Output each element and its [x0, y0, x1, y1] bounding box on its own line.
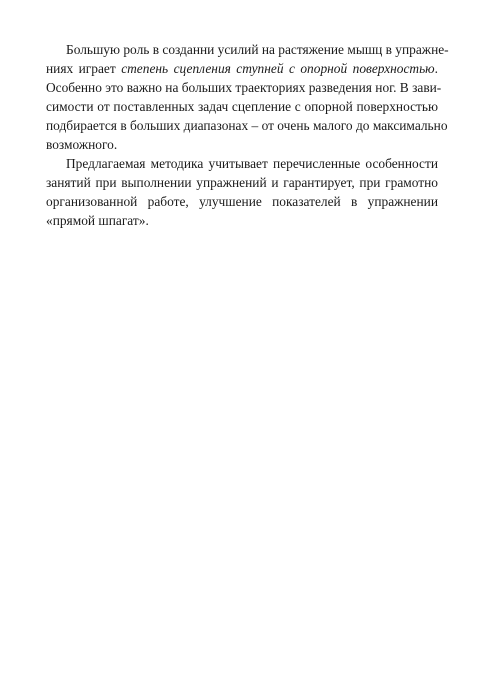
- paragraph-1: [46, 40, 449, 154]
- text-line: [46, 192, 438, 211]
- text-run: возможного.: [46, 137, 118, 152]
- paragraph-2: [46, 154, 438, 230]
- text-run: Большую роль в созданни усилий на растяжение мышц в упражне-: [66, 42, 449, 57]
- text-line: [46, 78, 442, 97]
- text-line: [46, 135, 438, 154]
- body-text: [46, 40, 449, 230]
- text-line: [46, 154, 438, 173]
- text-run: «прямой шпагат».: [46, 213, 149, 228]
- text-line: [46, 97, 438, 116]
- text-run: ниях играет: [46, 61, 122, 76]
- text-run: Предлагаемая методика учитывает перечисленные особенности: [66, 156, 438, 171]
- text-run: занятий при выполнении упражнений и гарантирует, при грамотно: [46, 175, 438, 190]
- italic-phrase: степень сцепления ступней с опорной поверхностью: [121, 61, 435, 76]
- text-line: [46, 59, 438, 78]
- text-run: симости от поставленных задач сцепление с опорной поверхностью: [46, 99, 438, 114]
- text-run: подбирается в больших диапазонах – от очень малого до максимально: [46, 118, 448, 133]
- text-line: [46, 116, 448, 135]
- text-run: Особенно это важно на больших траекториях разведения ног. В зави-: [46, 80, 442, 95]
- text-line: [46, 173, 438, 192]
- text-run: организованной работе, улучшение показателей в упражнении: [46, 194, 438, 209]
- text-run: .: [434, 61, 438, 76]
- text-line: [46, 211, 438, 230]
- text-line: [46, 40, 449, 59]
